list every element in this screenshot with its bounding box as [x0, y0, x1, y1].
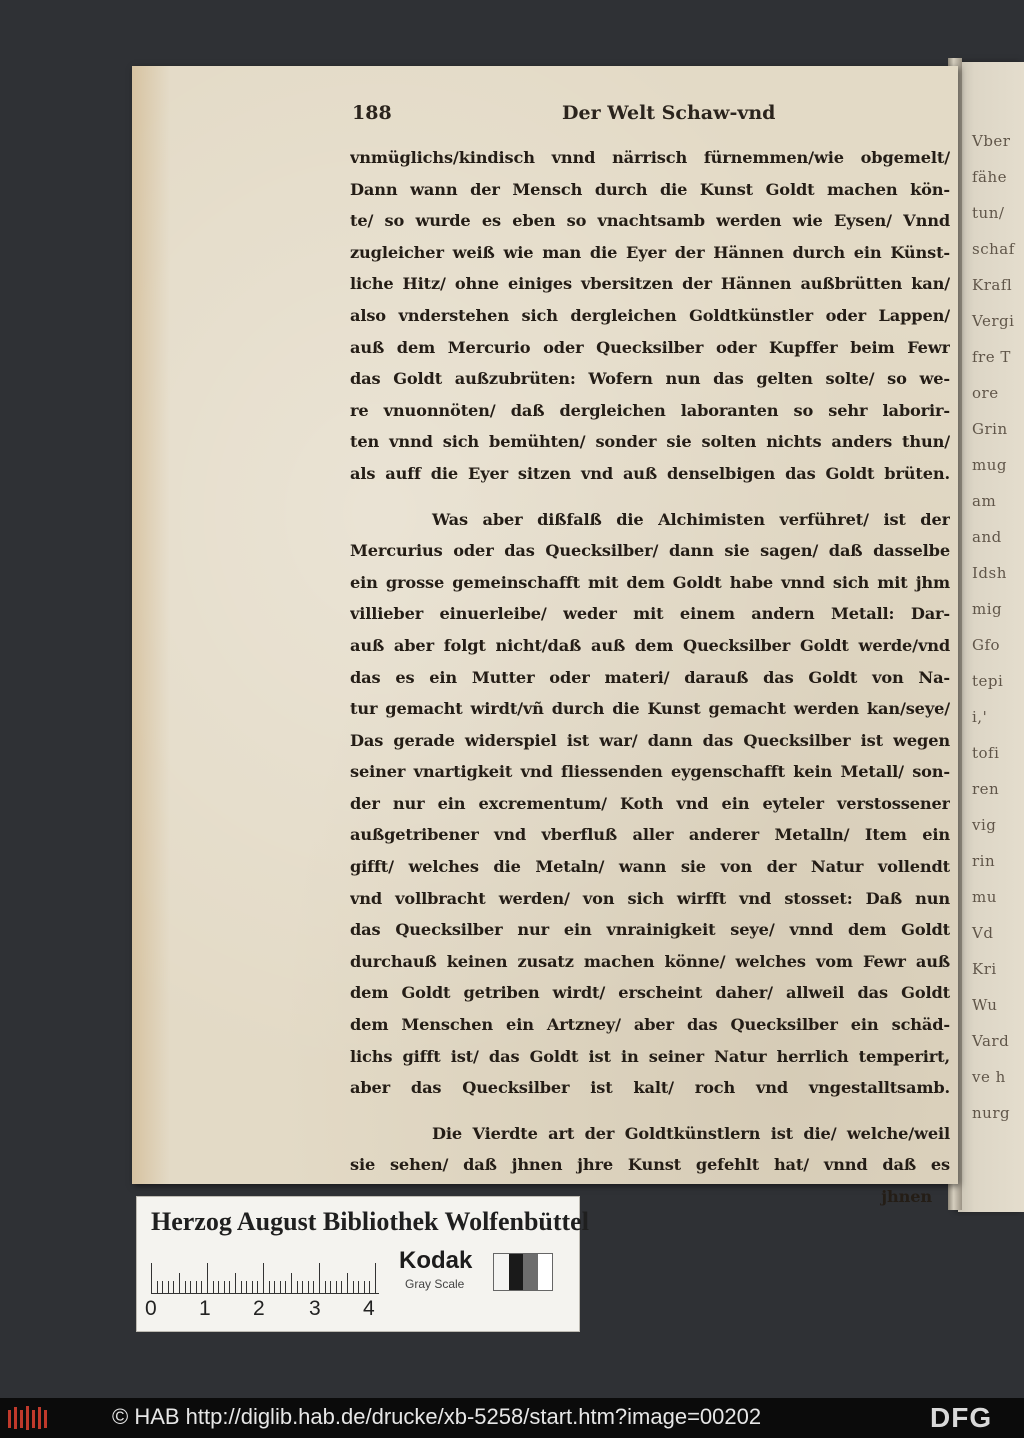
ruler-tick — [218, 1281, 219, 1293]
text-line: durchauß keinen zusatz machen könne/ welches vom Fewr auß — [350, 951, 950, 971]
next-page-fragment: and — [972, 528, 1002, 546]
next-page-fragment: tofi — [972, 744, 1000, 762]
ruler-tick — [369, 1281, 370, 1293]
text-line: dem Menschen ein Artzney/ aber das Quecksilber ein schäd- — [350, 1015, 950, 1035]
text-line: villieber einuerleibe/ weder mit einem andern Metall: Dar- — [350, 604, 950, 624]
gray-scale-caption: Gray Scale — [405, 1277, 465, 1291]
text-line: außgetribener vnd vberfluß aller anderer Metalln/ Item ein — [350, 825, 950, 845]
ruler-tick — [375, 1263, 376, 1293]
paragraph-gap — [350, 1104, 950, 1118]
page-number: 188 — [352, 102, 392, 124]
ruler-number: 4 — [363, 1297, 375, 1320]
text-line: ein grosse gemeinschafft mit dem Goldt habe vnnd sich mit jhm — [350, 572, 950, 592]
hab-logo-icon — [6, 1404, 50, 1432]
ruler-tick — [274, 1281, 275, 1293]
next-page-fragment: fre T — [972, 348, 1011, 366]
ruler-number: 1 — [199, 1297, 211, 1320]
ruler-tick — [263, 1263, 264, 1293]
ruler-number: 2 — [253, 1297, 265, 1320]
ruler-tick — [291, 1273, 292, 1293]
footer-bar — [0, 1398, 1024, 1438]
ruler-number: 3 — [309, 1297, 321, 1320]
paragraph-gap — [350, 490, 950, 504]
ruler-tick — [280, 1281, 281, 1293]
ruler-tick — [224, 1281, 225, 1293]
text-line: vnmüglichs/kindisch vnnd närrisch fürnemmen/wie obgemelt/ — [350, 148, 950, 167]
gray-swatch — [494, 1254, 509, 1290]
text-line: liche Hitz/ ohne einiges vbersitzen der Hännen außbrütten kan/ — [350, 274, 950, 294]
ruler-tick — [353, 1281, 354, 1293]
next-page-fragment: Idsh — [972, 564, 1007, 582]
ruler-tick — [313, 1281, 314, 1293]
ruler-tick — [157, 1281, 158, 1293]
next-page-fragment: Gfo — [972, 636, 1001, 654]
next-page-fragment: nurg — [972, 1104, 1011, 1122]
ruler-tick — [319, 1263, 320, 1293]
library-label — [136, 1196, 589, 1332]
text-line: das Quecksilber nur ein vnrainigkeit seye/ vnnd dem Goldt — [350, 920, 950, 940]
next-page-fragment: ore — [972, 384, 999, 402]
next-page-fragment: Krafl — [972, 276, 1013, 294]
ruler-tick — [207, 1263, 208, 1293]
next-page-fragment: Vard — [972, 1032, 1010, 1050]
text-line: das es ein Mutter oder materi/ darauß das Goldt von Na- — [350, 667, 950, 687]
text-line: ten vnnd sich bemühten/ sonder sie solten nichts anders thun/ — [350, 432, 950, 452]
text-line: das Goldt außzubrüten: Wofern nun das gelten solte/ so we- — [350, 369, 950, 389]
next-page-fragment: mug — [972, 456, 1007, 474]
next-page-fragment: am — [972, 492, 997, 510]
catchword: jhnen — [881, 1187, 932, 1206]
next-page-fragment: rin — [972, 852, 996, 870]
gray-swatch — [509, 1254, 524, 1290]
ruler-tick — [302, 1281, 303, 1293]
ruler-tick — [341, 1281, 342, 1293]
next-page-fragment: fähe — [972, 168, 1008, 186]
ruler-tick — [168, 1281, 169, 1293]
ruler-tick — [201, 1281, 202, 1293]
next-page-fragment: Kri — [972, 960, 997, 978]
text-line: Mercurius oder das Quecksilber/ dann sie sagen/ daß dasselbe — [350, 541, 950, 561]
next-page-fragment: ren — [972, 780, 1000, 798]
ruler-tick — [364, 1281, 365, 1293]
ruler-tick — [330, 1281, 331, 1293]
next-page-fragment: ve h — [972, 1068, 1006, 1086]
ruler-tick — [297, 1281, 298, 1293]
text-line: Die Vierdte art der Goldtkünstlern ist die/ welche/weil — [432, 1123, 950, 1143]
library-name: Herzog August Bibliothek Wolfenbüttel — [151, 1207, 589, 1236]
ruler-tick — [325, 1281, 326, 1293]
next-page-fragment: Vber — [972, 132, 1011, 150]
copyright-url[interactable]: © HAB http://diglib.hab.de/drucke/xb-5258/start.htm?image=00202 — [112, 1404, 762, 1429]
dfg-logo: DFG — [930, 1402, 993, 1433]
ruler-tick — [358, 1281, 359, 1293]
next-page-fragment: tepi — [972, 672, 1004, 690]
ruler-tick — [151, 1263, 152, 1293]
ruler-tick — [308, 1281, 309, 1293]
text-line: sie sehen/ daß jhnen jhre Kunst gefehlt hat/ vnnd daß es — [350, 1155, 950, 1175]
next-page-fragment: Grin — [972, 420, 1008, 438]
text-line: als auff die Eyer sitzen vnd auß denselbigen das Goldt brüten. — [350, 463, 950, 483]
text-line: seiner vnartigkeit vnd fliessenden eygenschafft kein Metall/ son- — [350, 762, 950, 782]
text-line: Was aber dißfalß die Alchimisten verführet/ ist der — [432, 509, 950, 529]
text-line: zugleicher weiß wie man die Eyer der Hännen durch ein Künst- — [350, 242, 950, 262]
next-page-fragment: mig — [972, 600, 1003, 618]
next-page-fragment: tun/ — [972, 204, 1005, 222]
ruler-tick — [285, 1281, 286, 1293]
ruler-tick — [179, 1273, 180, 1293]
text-line: der nur ein excrementum/ Koth vnd ein eyteler verstossener — [350, 793, 950, 813]
next-page-edge — [958, 62, 1024, 1212]
text-line: aber das Quecksilber ist kalt/ roch vnd vngestalltsamb. — [350, 1078, 950, 1098]
ruler-tick — [229, 1281, 230, 1293]
next-page-fragment: mu — [972, 888, 997, 906]
running-head: Der Welt Schaw-vnd — [562, 102, 776, 124]
gray-swatch — [523, 1254, 538, 1290]
ruler-tick — [162, 1281, 163, 1293]
ruler-tick — [235, 1273, 236, 1293]
kodak-logo: Kodak — [399, 1247, 473, 1274]
text-line: gifft/ welches die Metaln/ wann sie von der Natur vollendt — [350, 857, 950, 877]
text-line: auß aber folgt nicht/daß auß dem Quecksilber Goldt werde/vnd — [350, 635, 950, 655]
scale-ruler — [151, 1249, 379, 1294]
text-line: also vnderstehen sich dergleichen Goldtkünstler oder Lappen/ — [350, 305, 950, 325]
gray-scale-swatches — [493, 1253, 553, 1291]
text-line: te/ so wurde es eben so vnachtsamb werden wie Eysen/ Vnnd — [350, 211, 950, 231]
ruler-tick — [336, 1281, 337, 1293]
next-page-fragment: vig — [972, 816, 997, 834]
ruler-tick — [173, 1281, 174, 1293]
ruler-tick — [196, 1281, 197, 1293]
ruler-tick — [252, 1281, 253, 1293]
next-page-fragment: Vergi — [972, 312, 1015, 330]
book-page — [132, 66, 958, 1206]
ruler-tick — [347, 1273, 348, 1293]
ruler-tick — [241, 1281, 242, 1293]
next-page-fragment: i,' — [972, 708, 988, 726]
ruler-tick — [246, 1281, 247, 1293]
ruler-tick — [213, 1281, 214, 1293]
body-text — [350, 142, 950, 1213]
text-line: re vnuonnöten/ daß dergleichen laboranten so sehr laborir- — [350, 400, 950, 420]
text-line: auß dem Mercurio oder Quecksilber oder Kupffer beim Fewr — [350, 337, 950, 357]
gray-swatch — [538, 1254, 553, 1290]
page-header — [352, 102, 912, 130]
text-line: tur gemacht wirdt/vñ durch die Kunst gemacht werden kan/seye/ — [350, 699, 950, 719]
ruler-tick — [185, 1281, 186, 1293]
text-line: vnd vollbracht werden/ von sich wirfft vnd stosset: Daß nun — [350, 888, 950, 908]
ruler-tick — [257, 1281, 258, 1293]
text-line: lichs gifft ist/ das Goldt ist in seiner Natur herrlich temperirt, — [350, 1046, 950, 1066]
next-page-fragment: Wu — [972, 996, 998, 1014]
text-line: Dann wann der Mensch durch die Kunst Goldt machen kön- — [350, 179, 950, 199]
next-page-fragment: Vd — [972, 924, 994, 942]
next-page-fragment: schaf — [972, 240, 1015, 258]
ruler-number: 0 — [145, 1297, 157, 1320]
text-line: Das gerade widerspiel ist war/ dann das Quecksilber ist wegen — [350, 730, 950, 750]
ruler-tick — [190, 1281, 191, 1293]
ruler-tick — [269, 1281, 270, 1293]
text-line: dem Goldt getriben wirdt/ erscheint daher/ allweil das Goldt — [350, 983, 950, 1003]
